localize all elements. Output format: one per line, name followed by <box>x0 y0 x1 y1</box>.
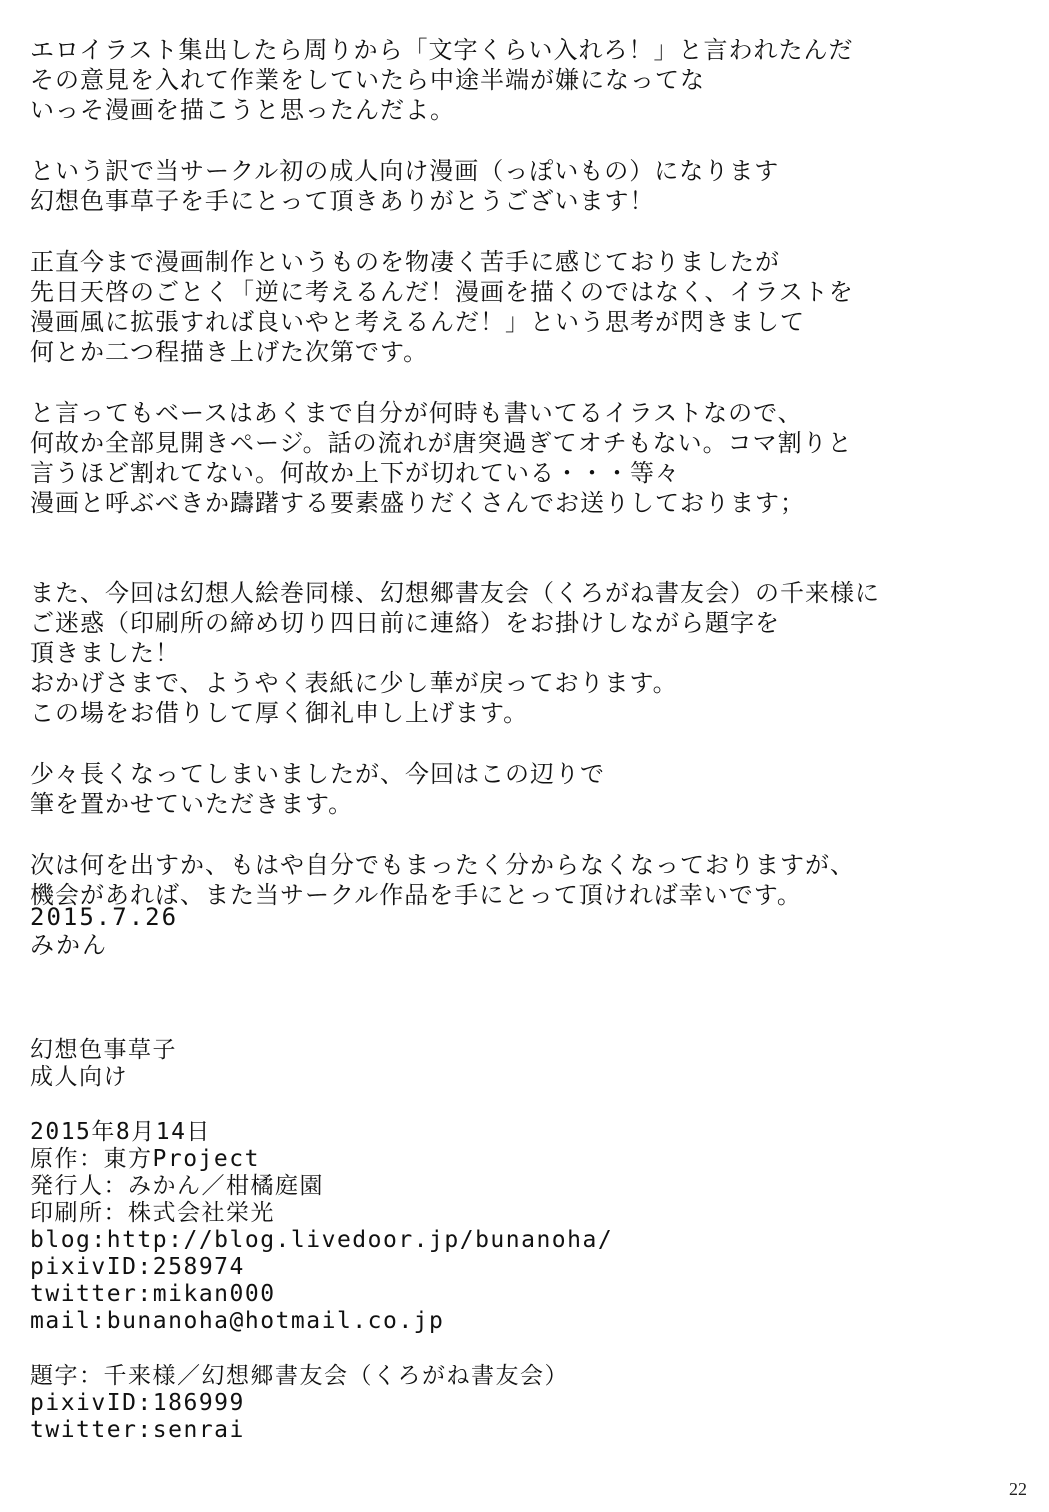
pixiv-id: pixivID:258974 <box>30 1254 245 1280</box>
colophon-credit-block <box>30 1363 613 1444</box>
book-title: 幻想色事草子 <box>30 1037 177 1063</box>
publisher: 発行人：みかん／柑橘庭園 <box>30 1173 324 1199</box>
printer: 印刷所：株式会社栄光 <box>30 1200 275 1226</box>
afterword-paragraph-4 <box>30 398 1030 518</box>
text-line: 機会があれば、また当サークル作品を手にとって頂ければ幸いです。 <box>30 881 802 909</box>
text-line: 頂きました！ <box>30 639 180 667</box>
text-line: いっそ漫画を描こうと思ったんだよ。 <box>30 96 455 124</box>
text-line: 言うほど割れてない。何故か上下が切れている・・・等々 <box>30 459 680 487</box>
colophon-title-block <box>30 1037 613 1091</box>
text-line: 少々長くなってしまいましたが、今回はこの辺りで <box>30 760 605 788</box>
blog-link: blog:http://blog.livedoor.jp/bunanoha/ <box>30 1227 614 1253</box>
text-line: 正直今まで漫画制作というものを物凄く苦手に感じておりましたが <box>30 248 780 276</box>
afterword-paragraph-7 <box>30 850 1030 910</box>
mail-address: mail:bunanoha@hotmail.co.jp <box>30 1308 445 1334</box>
text-line: 何故か全部見開きページ。話の流れが唐突過ぎてオチもない。コマ割りと <box>30 429 853 457</box>
afterword-paragraph-2 <box>30 156 1030 216</box>
colophon-details-block <box>30 1119 613 1335</box>
afterword-paragraph-3 <box>30 247 1030 367</box>
text-line: と言ってもベースはあくまで自分が何時も書いてるイラストなので、 <box>30 399 803 427</box>
text-line: その意見を入れて作業をしていたら中途半端が嫌になってな <box>30 66 705 94</box>
afterword-paragraph-6 <box>30 759 1030 819</box>
signature-author: みかん <box>30 931 108 959</box>
text-line: 何とか二つ程描き上げた次第です。 <box>30 338 429 366</box>
text-line: また、今回は幻想人絵巻同様、幻想郷書友会（くろがね書友会）の千来様に <box>30 579 880 607</box>
signature <box>30 903 178 959</box>
afterword-text <box>30 35 1030 941</box>
original-work: 原作：東方Project <box>30 1146 260 1172</box>
text-line: 幻想色事草子を手にとって頂きありがとうございます！ <box>30 187 655 215</box>
colophon <box>30 1037 613 1472</box>
text-line: 漫画と呼ぶべきか躊躇する要素盛りだくさんでお送りしております； <box>30 489 805 517</box>
text-line: この場をお借りして厚く御礼申し上げます。 <box>30 699 529 727</box>
twitter-handle: twitter:mikan000 <box>30 1281 276 1307</box>
text-line: ご迷惑（印刷所の締め切り四日前に連絡）をお掛けしながら題字を <box>30 609 780 637</box>
text-line: 次は何を出すか、もはや自分でもまったく分からなくなっておりますが、 <box>30 851 855 879</box>
content-rating: 成人向け <box>30 1064 128 1090</box>
afterword-paragraph-5 <box>30 578 1030 728</box>
text-line: おかげさまで、ようやく表紙に少し華が戻っております。 <box>30 669 678 697</box>
text-line: という訳で当サークル初の成人向け漫画（っぽいもの）になります <box>30 157 780 185</box>
signature-date: 2015.7.26 <box>30 903 179 931</box>
title-credit-twitter: twitter:senrai <box>30 1417 245 1443</box>
text-line: 先日天啓のごとく「逆に考えるんだ！漫画を描くのではなく、イラストを <box>30 278 854 306</box>
page-number: 22 <box>1009 1479 1027 1499</box>
publish-date: 2015年8月14日 <box>30 1119 211 1145</box>
title-credit: 題字：千来様／幻想郷書友会（くろがね書友会） <box>30 1363 569 1389</box>
text-line: エロイラスト集出したら周りから「文字くらい入れろ！」と言われたんだ <box>30 36 854 64</box>
text-line: 漫画風に拡張すれば良いやと考えるんだ！」という思考が閃きまして <box>30 308 805 336</box>
afterword-paragraph-1 <box>30 35 1030 125</box>
text-line: 筆を置かせていただきます。 <box>30 790 354 818</box>
title-credit-pixiv: pixivID:186999 <box>30 1390 245 1416</box>
